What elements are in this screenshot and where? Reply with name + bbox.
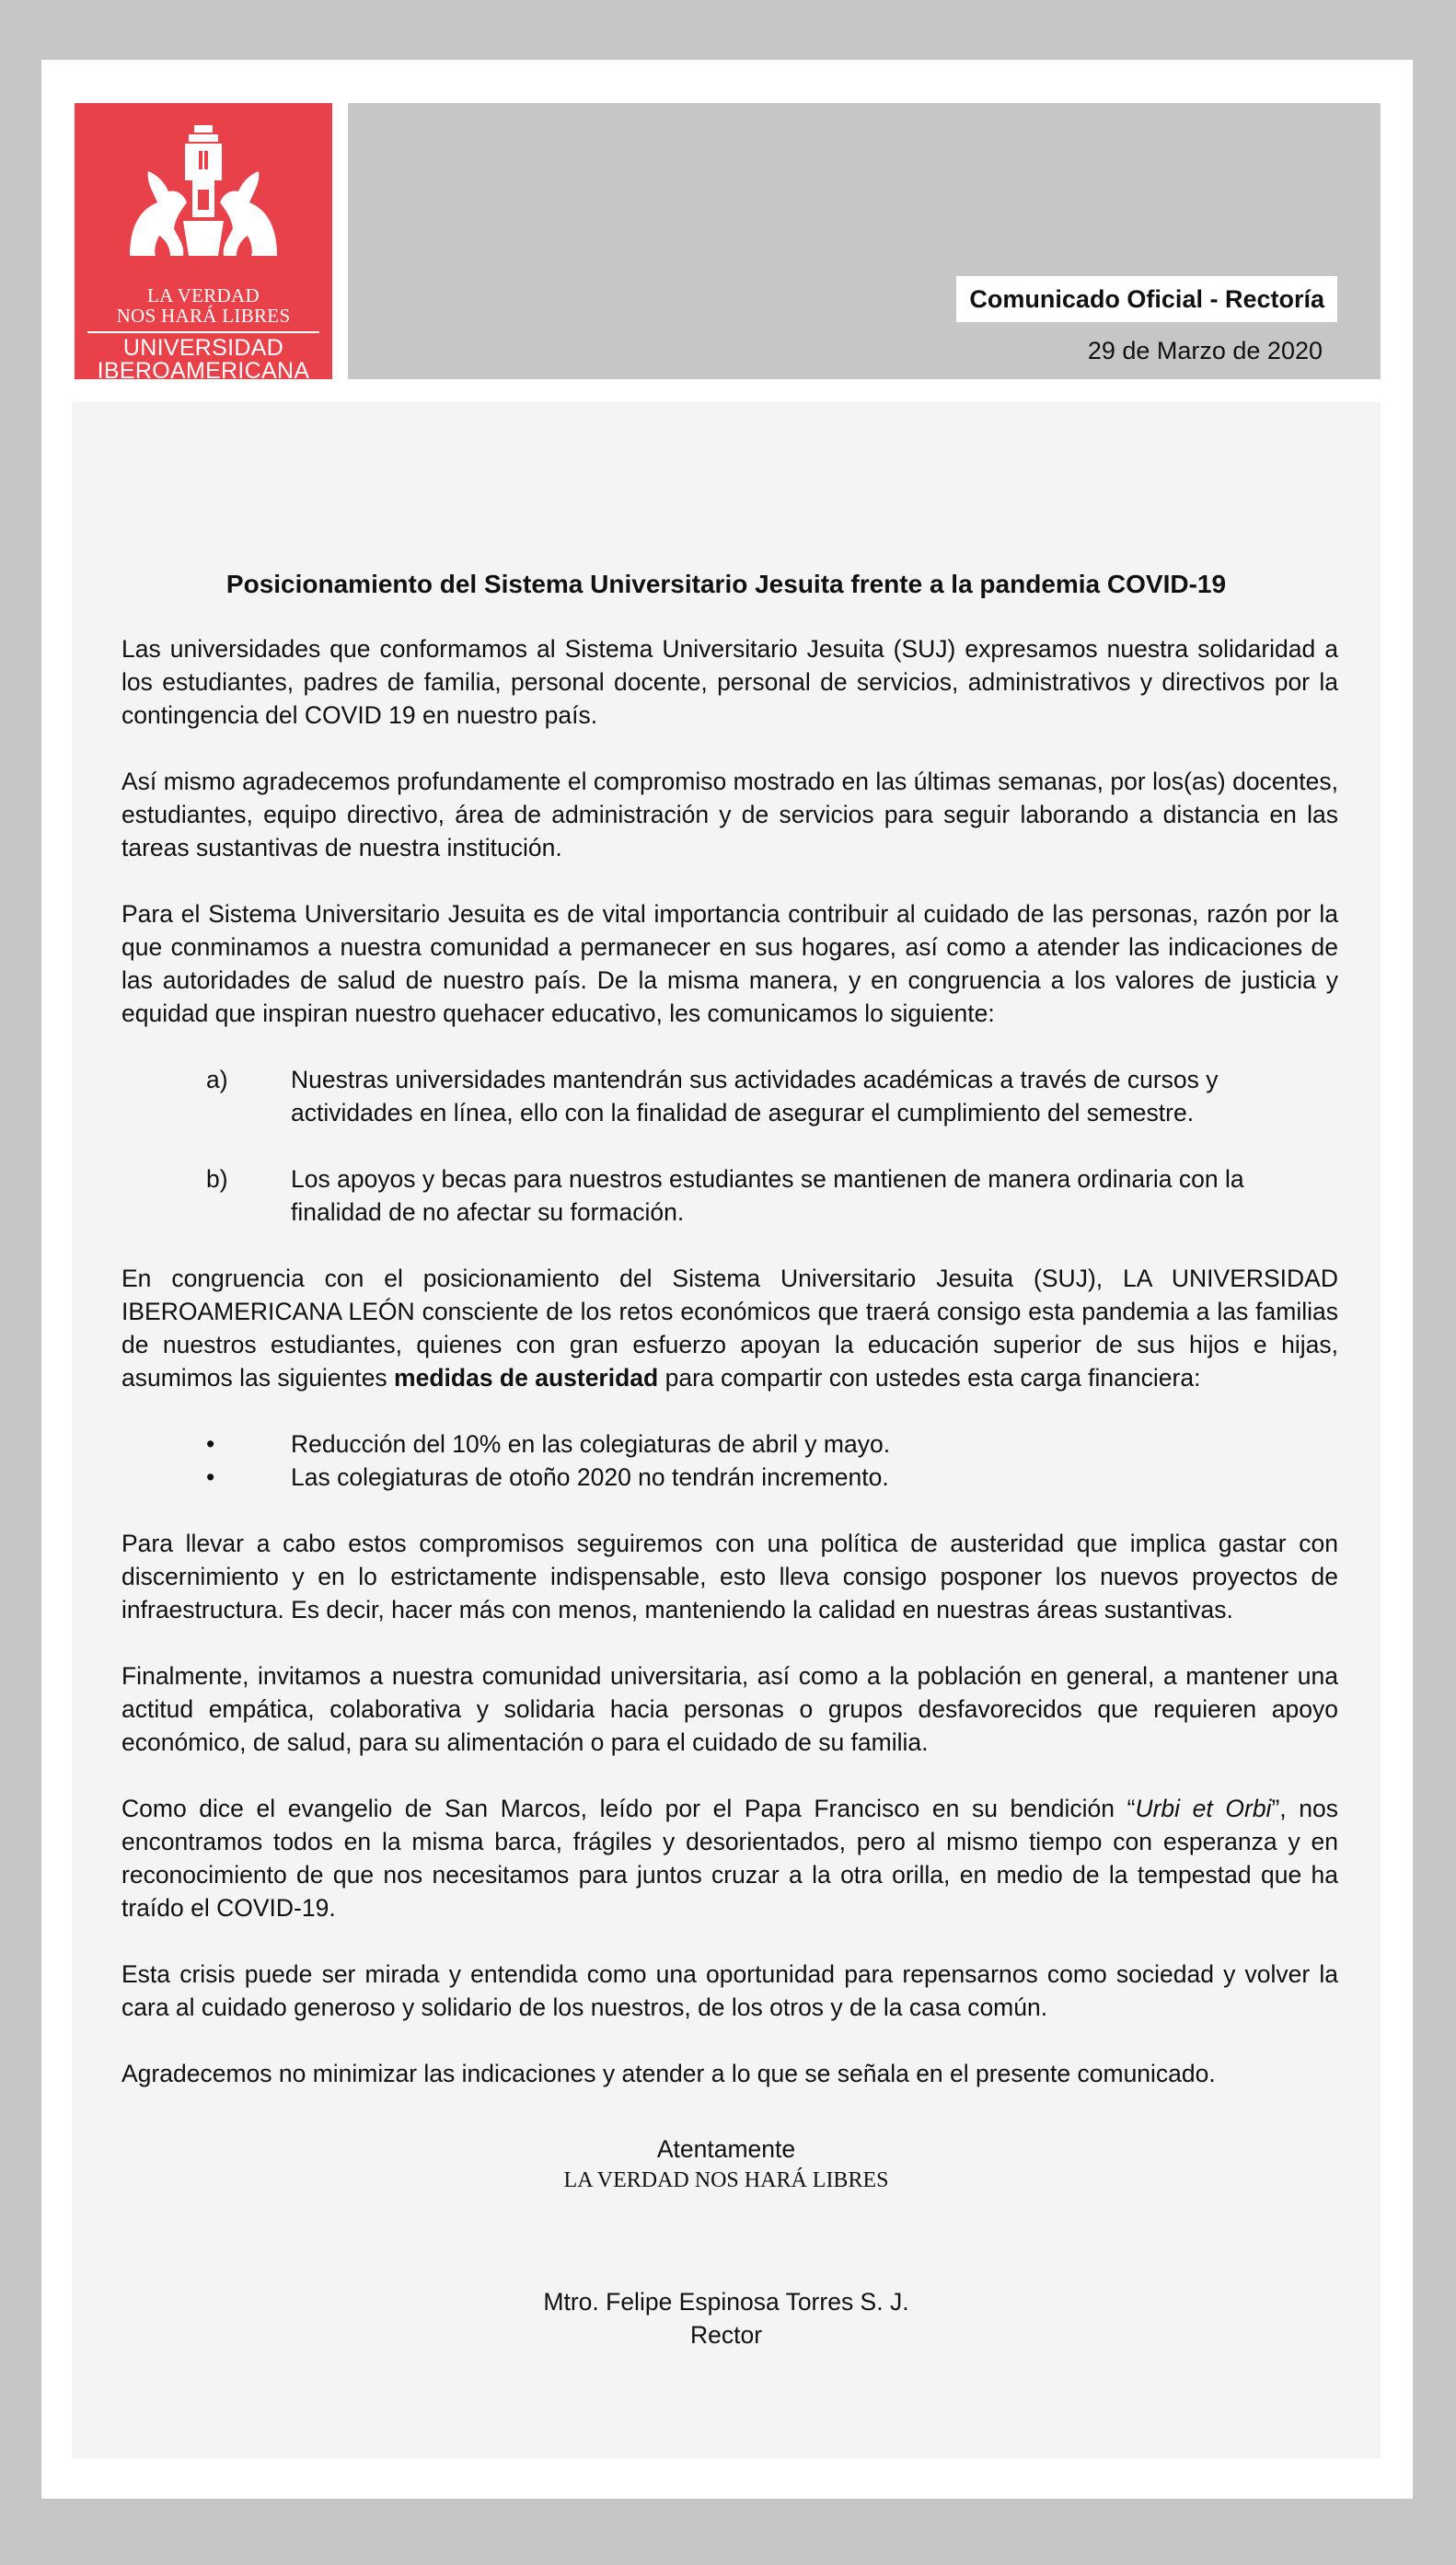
- logo-motto: [75, 285, 332, 326]
- list-item-b: [121, 1162, 1338, 1229]
- signature-closing: [72, 2132, 1381, 2195]
- list-item-text: Los apoyos y becas para nuestros estudiantes se mantienen de manera ordinaria con la finalidad de no afectar su formación.: [291, 1165, 1244, 1226]
- urbi-et-orbi-emphasis: Urbi et Orbi: [1135, 1795, 1272, 1822]
- bullet-text: Reducción del 10% en las colegiaturas de abril y mayo.: [291, 1430, 891, 1458]
- header-band: [348, 103, 1381, 379]
- document-title: Posicionamiento del Sistema Universitario Jesuita frente a la pandemia COVID-19: [225, 570, 1227, 598]
- logo-divider: [87, 331, 319, 333]
- logo-motto-line2: NOS HARÁ LIBRES: [116, 305, 291, 327]
- communique-label: Comunicado Oficial - Rectoría: [956, 276, 1337, 322]
- list-item-a: [121, 1063, 1338, 1129]
- bullet-list: [121, 1427, 1338, 1494]
- paragraph-2: Así mismo agradecemos profundamente el compromiso mostrado en las últimas semanas, por los(as) docentes, estudiantes, equipo directivo, área de administración y de servicios para seguir laborando a distancia en las tareas sustantivas de nuestra institución.: [121, 768, 1338, 861]
- list-marker: a): [206, 1066, 228, 1093]
- paragraph-4: [121, 1262, 1338, 1394]
- signer-role: Rector: [689, 2321, 763, 2349]
- paragraph-4-tail: para compartir con ustedes esta carga financiera:: [658, 1364, 1201, 1392]
- letter-sheet: [41, 60, 1413, 2499]
- closing-motto: LA VERDAD NOS HARÁ LIBRES: [563, 2168, 889, 2192]
- paragraph-4-text: En congruencia con el posicionamiento del Sistema Universitario Jesuita (SUJ), LA UNIVERSIDAD IBEROAMERICANA LEÓN consciente de los retos económicos que traerá consigo esta pandemia a las familias de nuestros estudiantes, quienes con gran esfuerzo apoyan la educación superior de sus hijos e hijas, asumimos las siguientes: [121, 1265, 1338, 1392]
- list-item-text: Nuestras universidades mantendrán sus actividades académicas a través de cursos y actividades en línea, ello con la finalidad de asegurar el cumplimiento del semestre.: [291, 1066, 1219, 1127]
- paragraph-1: Las universidades que conformamos al Sistema Universitario Jesuita (SUJ) expresamos nuestra solidaridad a los estudiantes, padres de familia, personal docente, personal de servicios, administrativos y directivos por la contingencia del COVID 19 en nuestro país.: [121, 635, 1338, 729]
- list-marker: b): [206, 1165, 228, 1193]
- coat-of-arms-icon: [111, 118, 295, 274]
- paragraph-8: Esta crisis puede ser mirada y entendida como una oportunidad para repensarnos como sociedad y volver la cara al cuidado generoso y solidario de los nuestros, de los otros y de la casa común.: [121, 1960, 1338, 2021]
- bullet-item-2: [121, 1461, 1338, 1494]
- paragraph-6: Finalmente, invitamos a nuestra comunidad universitaria, así como a la población en general, a mantener una actitud empática, colaborativa y solidaria hacia personas o grupos desfavorecidos que requieren apoyo económico, de salud, para su alimentación o para el cuidado de su familia.: [121, 1662, 1338, 1756]
- document-body: [72, 402, 1381, 2458]
- signature-block: [72, 2285, 1381, 2351]
- document-text: [121, 632, 1338, 2123]
- closing-word: Atentamente: [656, 2135, 796, 2163]
- paragraph-7: [121, 1792, 1338, 1924]
- paragraph-7-text: Como dice el evangelio de San Marcos, leído por el Papa Francisco en su bendición “: [121, 1795, 1136, 1822]
- bullet-marker: •: [206, 1430, 215, 1458]
- logo-motto-line1: LA VERDAD: [147, 284, 260, 306]
- logo-university-line1: UNIVERSIDAD: [122, 335, 284, 361]
- paragraph-3: Para el Sistema Universitario Jesuita es de vital importancia contribuir al cuidado de las personas, razón por la que conminamos a nuestra comunidad a permanecer en sus hogares, así como a atender las indicaciones de las autoridades de salud de nuestro país. De la misma manera, y en congruencia a los valores de justicia y equidad que inspiran nuestro quehacer educativo, les comunicamos lo siguiente:: [121, 900, 1338, 1027]
- logo-university-name: [75, 337, 332, 383]
- paragraph-9: Agradecemos no minimizar las indicaciones y atender a lo que se señala en el presente comunicado.: [121, 2060, 1216, 2087]
- paragraph-7-tail: ”, nos encontramos todos en la misma barca, frágiles y desorientados, pero al mismo tiempo con esperanza y en reconocimiento de que nos necesitamos para juntos cruzar a la otra orilla, en medio de la tempestad que ha traído el COVID-19.: [121, 1795, 1338, 1922]
- bullet-marker: •: [206, 1463, 215, 1491]
- austerity-emphasis: medidas de austeridad: [394, 1364, 659, 1392]
- communique-date: 29 de Marzo de 2020: [1087, 337, 1323, 364]
- university-logo: [75, 103, 332, 384]
- signer-name: Mtro. Felipe Espinosa Torres S. J.: [543, 2288, 909, 2316]
- logo-university-line2: IBEROAMERICANA: [97, 358, 310, 384]
- paragraph-5: Para llevar a cabo estos compromisos seguiremos con una política de austeridad que implica gastar con discernimiento y en lo estrictamente indispensable, esto lleva consigo posponer los nuevos proyectos de infraestructura. Es decir, hacer más con menos, manteniendo la calidad en nuestras áreas sustantivas.: [121, 1530, 1338, 1623]
- bullet-text: Las colegiaturas de otoño 2020 no tendrán incremento.: [291, 1463, 889, 1491]
- bullet-item-1: [121, 1427, 1338, 1461]
